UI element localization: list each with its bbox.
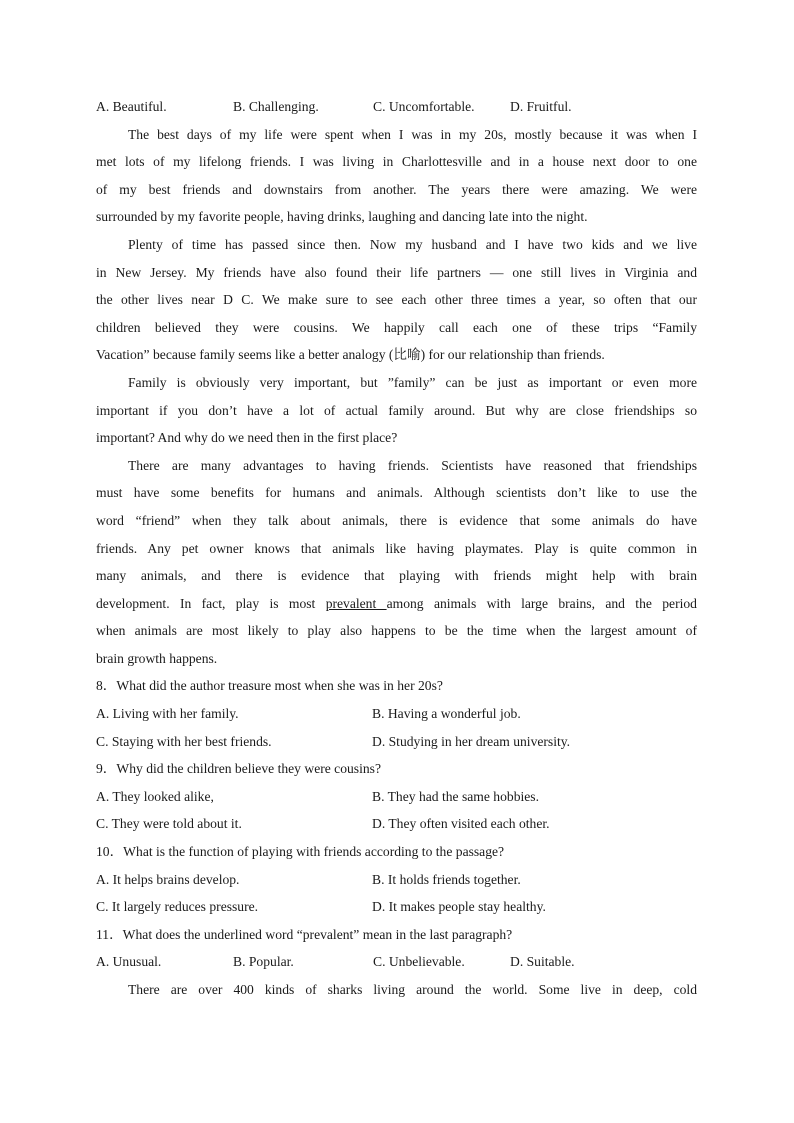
option-b: B. Popular. bbox=[233, 954, 294, 970]
option-c: C. Staying with her best friends. bbox=[96, 733, 272, 749]
paragraph-3 bbox=[96, 369, 697, 452]
option-d: D. They often visited each other. bbox=[372, 816, 550, 832]
option-a: A. They looked alike, bbox=[96, 788, 214, 804]
paragraph-line: There are over 400 kinds of sharks living around the world. Some live in deep, cold bbox=[128, 982, 697, 997]
paragraph-line: The best days of my life were spent when I was in my 20s, mostly because it was when I bbox=[128, 126, 697, 142]
option-c: C. It largely reduces pressure. bbox=[96, 899, 259, 915]
q7-options bbox=[96, 93, 697, 121]
paragraph-line: when animals are most likely to play also happens to be the time when the largest amount of bbox=[96, 623, 697, 639]
question-options bbox=[96, 783, 697, 811]
question-options bbox=[96, 948, 697, 976]
question-stem: 11．What does the underlined word “prevalent” mean in the last paragraph? bbox=[96, 926, 513, 942]
option-c: C. Unbelievable. bbox=[373, 954, 465, 970]
option-a: A. It helps brains develop. bbox=[96, 871, 240, 887]
option-d: D. Suitable. bbox=[510, 954, 575, 970]
q7-option-d: D. Fruitful. bbox=[510, 99, 572, 114]
question-stem: 8．What did the author treasure most when she was in her 20s? bbox=[96, 678, 443, 694]
question-8 bbox=[96, 672, 697, 755]
paragraph-line: Plenty of time has passed since then. Now my husband and I have two kids and we live bbox=[128, 236, 697, 252]
option-d: D. Studying in her dream university. bbox=[372, 733, 571, 749]
paragraph-5 bbox=[96, 976, 697, 1004]
text-before-underline: development. In fact, play is most bbox=[96, 595, 326, 611]
paragraph-4 bbox=[96, 452, 697, 673]
question-options bbox=[96, 728, 697, 756]
question-options bbox=[96, 810, 697, 838]
paragraph-line: Vacation” because family seems like a better analogy (比喻) for our relationship than friends. bbox=[96, 347, 605, 363]
option-b: B. It holds friends together. bbox=[372, 871, 521, 887]
question-options bbox=[96, 700, 697, 728]
paragraph-line: the other lives near D C. We make sure to see each other three times a year, so often that our bbox=[96, 292, 697, 308]
paragraph-line: There are many advantages to having friends. Scientists have reasoned that friendships bbox=[128, 457, 697, 473]
option-b: B. Having a wonderful job. bbox=[372, 706, 521, 722]
paragraph-line: many animals, and there is evidence that playing with friends might help with brain bbox=[96, 568, 697, 584]
paragraph-2 bbox=[96, 231, 697, 369]
option-b: B. They had the same hobbies. bbox=[372, 788, 539, 804]
paragraph-1 bbox=[96, 121, 697, 231]
option-c: C. They were told about it. bbox=[96, 816, 242, 832]
paragraph-line-prevalent bbox=[96, 590, 697, 618]
q7-option-b: B. Challenging. bbox=[233, 99, 319, 114]
question-11 bbox=[96, 921, 697, 976]
question-stem: 9．Why did the children believe they were cousins? bbox=[96, 761, 381, 777]
q7-option-c: C. Uncomfortable. bbox=[373, 99, 475, 114]
paragraph-line: word “friend” when they talk about animals, there is evidence that some animals do have bbox=[96, 512, 697, 528]
question-9 bbox=[96, 755, 697, 838]
option-a: A. Living with her family. bbox=[96, 706, 239, 722]
paragraph-line: important? And why do we need then in the first place? bbox=[96, 430, 398, 446]
question-10 bbox=[96, 838, 697, 921]
paragraph-line: brain growth happens. bbox=[96, 650, 218, 666]
q7-option-a: A. Beautiful. bbox=[96, 99, 167, 114]
paragraph-line: surrounded by my favorite people, having drinks, laughing and dancing late into the night. bbox=[96, 209, 588, 225]
underlined-word-prevalent: prevalent bbox=[325, 595, 387, 611]
paragraph-line: of my best friends and downstairs from another. The years there were amazing. We were bbox=[96, 181, 697, 197]
option-a: A. Unusual. bbox=[96, 954, 162, 970]
paragraph-line: must have some benefits for humans and animals. Although scientists don’t like to use the bbox=[96, 485, 697, 501]
paragraph-line: friends. Any pet owner knows that animals like having playmates. Play is quite common in bbox=[96, 540, 697, 556]
paragraph-line: Family is obviously very important, but ”family” can be just as important or even more bbox=[128, 374, 697, 390]
document-page bbox=[96, 93, 697, 1004]
paragraph-line: in New Jersey. My friends have also found their life partners — one still lives in Virginia and bbox=[96, 264, 697, 280]
paragraph-line: important if you don’t have a lot of actual family around. But why are close friendships so bbox=[96, 402, 697, 418]
text-after-underline: among animals with large brains, and the period bbox=[386, 595, 697, 611]
question-stem: 10．What is the function of playing with friends according to the passage? bbox=[96, 844, 505, 860]
question-options bbox=[96, 866, 697, 894]
paragraph-line: met lots of my lifelong friends. I was living in Charlottesville and in a house next door to one bbox=[96, 154, 697, 170]
option-d: D. It makes people stay healthy. bbox=[372, 899, 546, 915]
paragraph-line: children believed they were cousins. We happily call each one of these trips “Family bbox=[96, 319, 697, 335]
question-options bbox=[96, 893, 697, 921]
